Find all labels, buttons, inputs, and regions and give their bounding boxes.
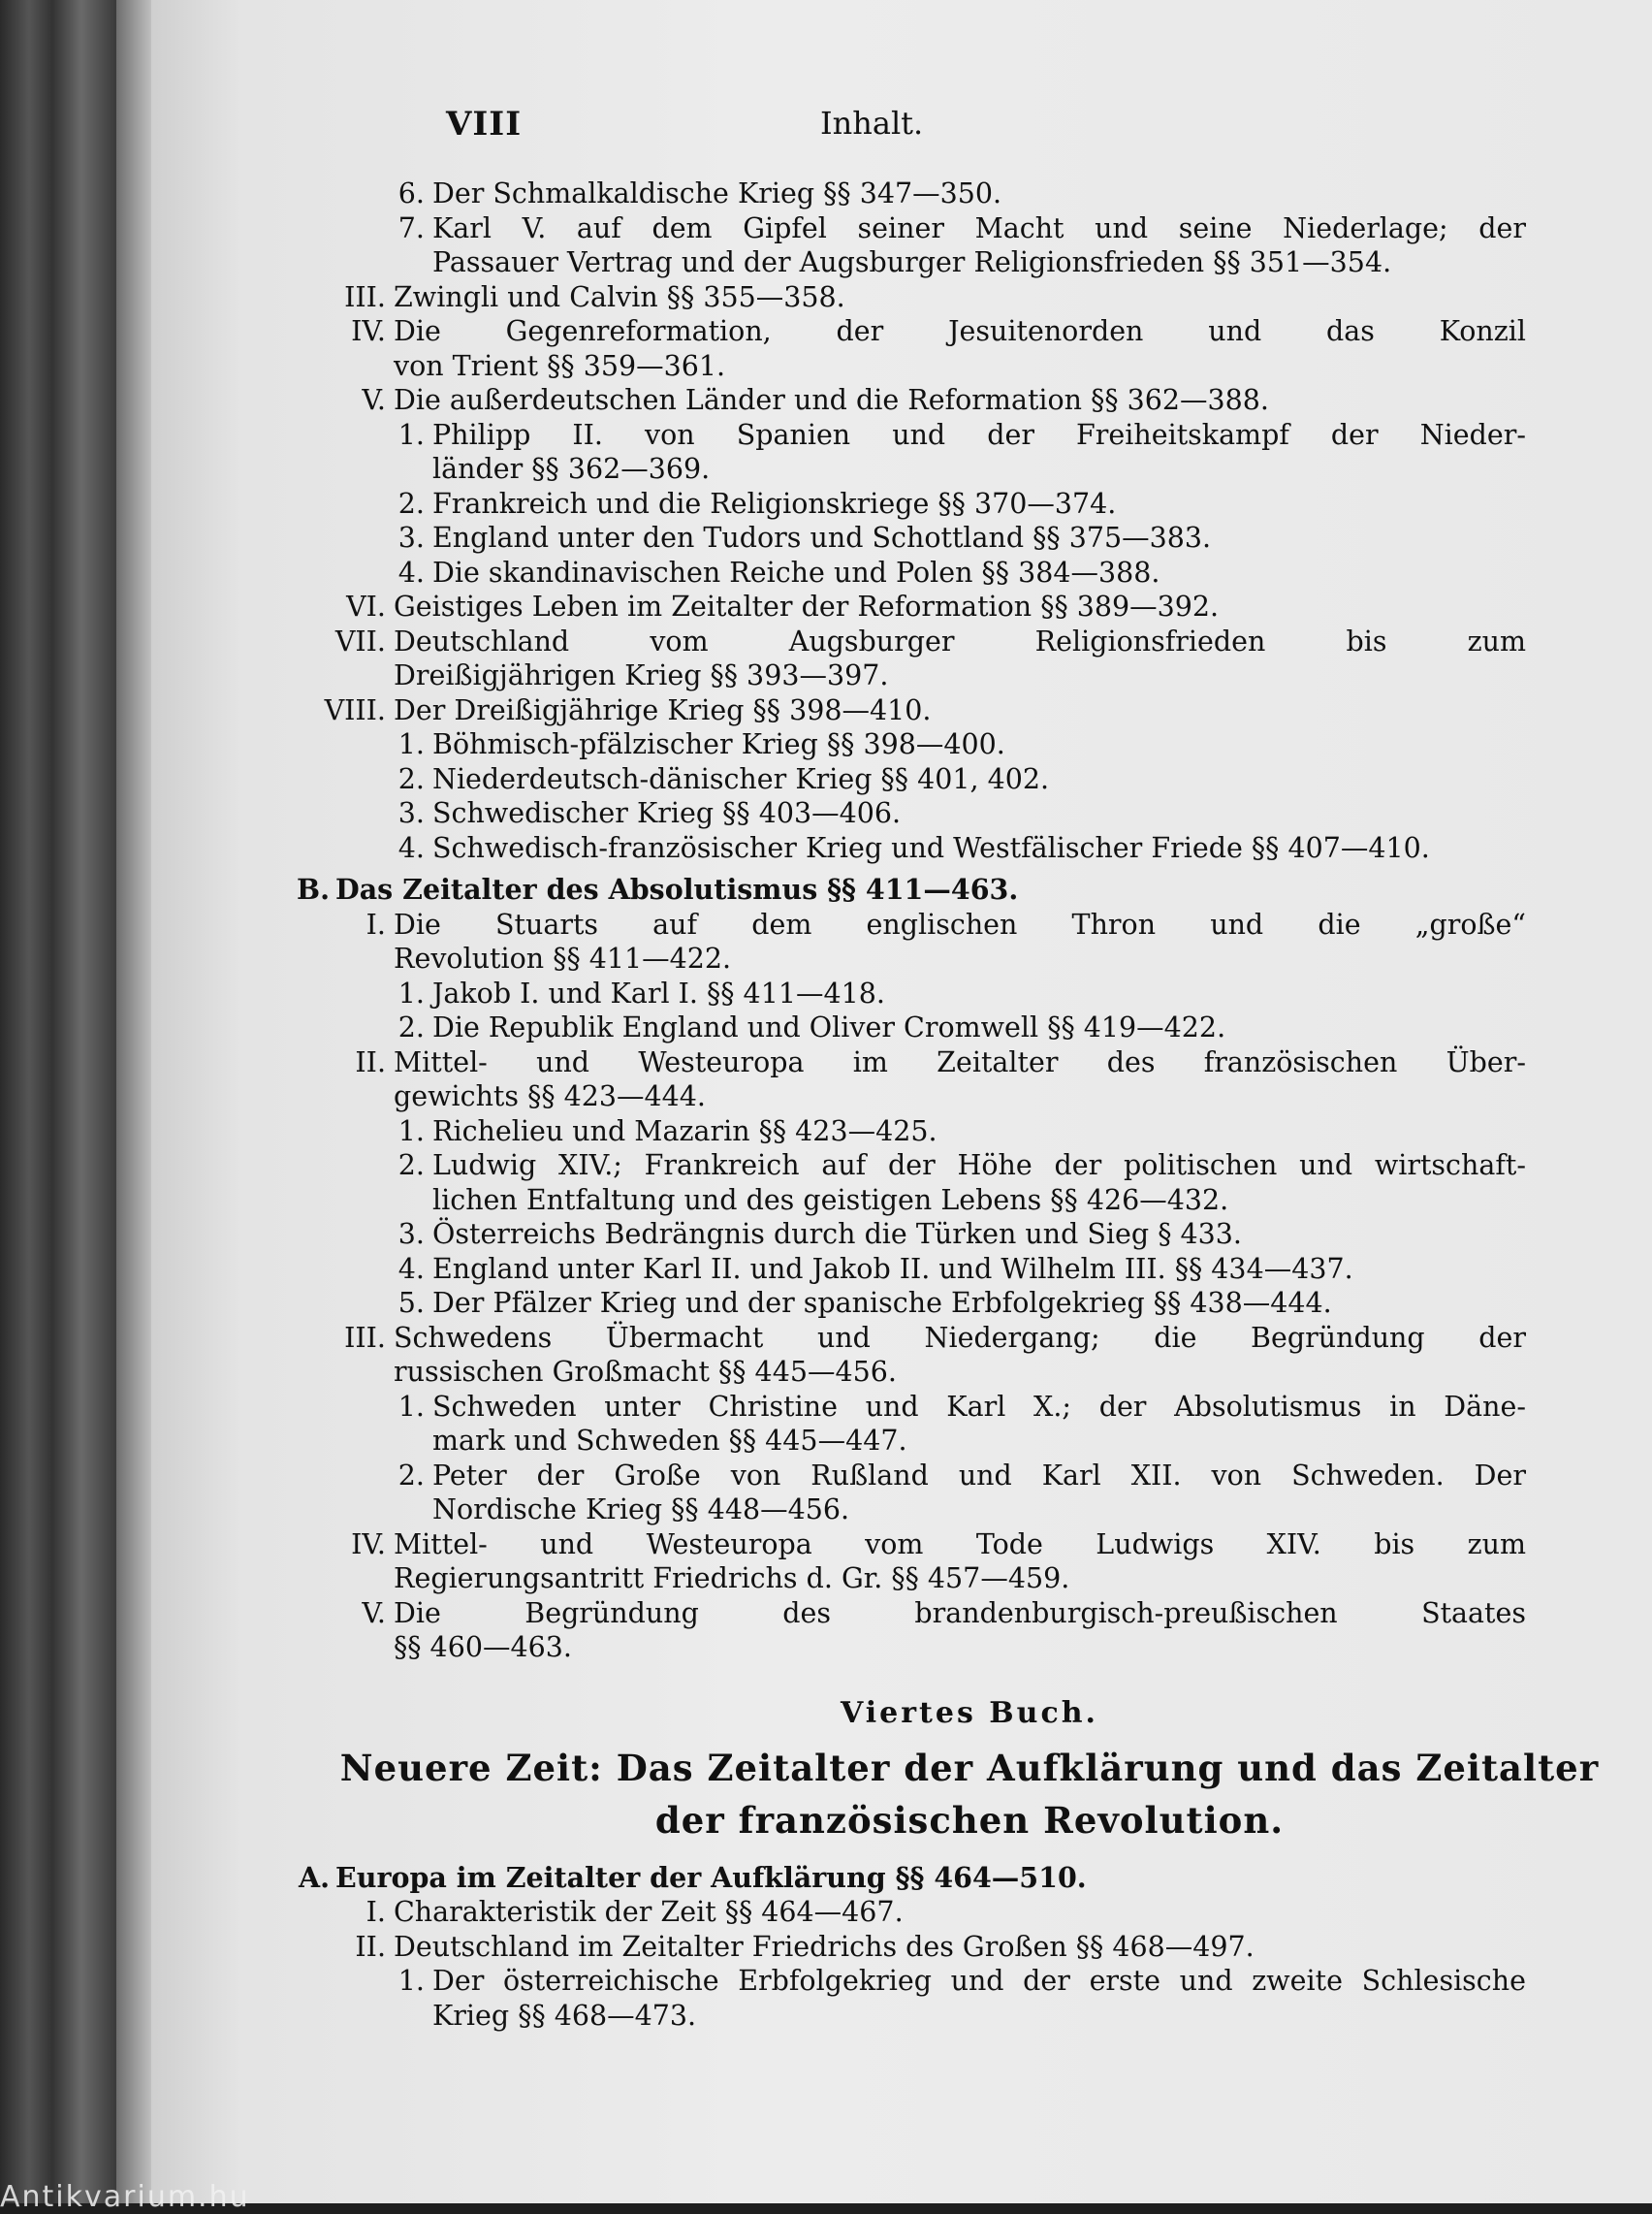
toc-row [151,658,1652,693]
toc-entry-number: V. [362,1596,386,1629]
running-head: Inhalt. [820,105,924,142]
toc-entry-number: 4. [397,556,425,589]
toc-entry-number: 1. [397,977,425,1010]
toc-entry-number: 2. [397,487,425,520]
toc-entry-text: gewichts §§ 423—444. [394,1080,706,1112]
toc-entry-text: länder §§ 362—369. [432,453,711,485]
toc-row [151,1895,1652,1930]
toc-entry-number: IV. [351,315,386,347]
toc-entry-text: Ludwig XIV.; Frankreich auf der Höhe der politischen und wirtschaft- [432,1149,1526,1181]
era-title-line-2: der französischen Revolution. [654,1798,1285,1842]
toc-entry-number: 1. [397,1965,425,1997]
toc-entry-text: Das Zeitalter des Absolutismus §§ 411—463. [335,873,1019,906]
toc-entry-text: Der Schmalkaldische Krieg §§ 347—350. [432,177,1002,209]
toc-entry-text: Geistiges Leben im Zeitalter der Reformation §§ 389—392. [394,591,1220,623]
toc-entry-text: Charakteristik der Zeit §§ 464—467. [394,1896,904,1928]
toc-row [151,1355,1652,1390]
toc-entry-number: B. [296,873,330,906]
toc-row [151,1630,1652,1665]
toc-entry-text: Dreißigjährigen Krieg §§ 393—397. [394,659,889,691]
toc-row [151,1964,1652,1999]
toc-row [151,418,1652,453]
toc-row [151,1183,1652,1218]
toc-row [151,245,1652,280]
toc-row [151,590,1652,625]
toc-row [151,727,1652,762]
toc-entry-text: Deutschland im Zeitalter Friedrichs des Großen §§ 468—497. [394,1930,1255,1963]
toc-entry-number: A. [298,1860,330,1894]
toc-entry-number: 1. [397,728,425,760]
book-title: Viertes Buch. [840,1695,1098,1730]
page-header [151,105,1652,153]
toc-row [151,452,1652,487]
era-title-line-1: Neuere Zeit: Das Zeitalter der Aufklärung und das Zeitalter [339,1746,1600,1789]
toc-row [151,831,1652,866]
toc-entry-text: Böhmisch-pfälzischer Krieg §§ 398—400. [432,728,1005,760]
toc-entry-text: Schwedens Übermacht und Niedergang; die Begründung der [394,1321,1526,1354]
toc-entry-number: 3. [397,1218,425,1250]
toc-row [151,314,1652,349]
toc-entry-text: Die außerdeutschen Länder und die Reformation §§ 362—388. [394,384,1269,416]
toc-entry-number: 6. [397,177,425,209]
toc-entry-text: Die Gegenreformation, der Jesuitenorden und das Konzil [394,315,1526,347]
toc-row [151,1286,1652,1321]
toc-entry-number: 4. [397,1252,425,1285]
toc-entry-number: 2. [397,762,425,795]
toc-row [151,873,1652,908]
toc-entry-number: IV. [351,1527,386,1560]
toc-entry-text: Regierungsantritt Friedrichs d. Gr. §§ 457—459. [394,1562,1070,1594]
toc-entry-text: Passauer Vertrag und der Augsburger Religionsfrieden §§ 351—354. [432,246,1392,278]
toc-entry-text: Der Pfälzer Krieg und der spanische Erbfolgekrieg §§ 438—444. [432,1287,1332,1319]
toc-entry-text: Die Stuarts auf dem englischen Thron und die „große“ [394,908,1526,941]
toc-entry-text: Frankreich und die Religionskriege §§ 370—374. [432,487,1117,520]
toc-entry-text: Mittel- und Westeuropa vom Tode Ludwigs XIV. bis zum [394,1527,1526,1560]
toc-entry-text: von Trient §§ 359—361. [394,349,726,382]
table-of-contents [151,176,1652,2033]
toc-entry-text: Krieg §§ 468—473. [432,1999,697,2032]
toc-entry-number: III. [344,280,386,313]
toc-row [151,1999,1652,2034]
toc-entry-number: VIII. [324,693,386,726]
binding-edge [116,0,151,2203]
toc-entry-text: Die skandinavischen Reiche und Polen §§ 384—388. [432,556,1160,589]
toc-entry-text: Die Republik England und Oliver Cromwell §§ 419—422. [432,1011,1226,1043]
toc-entry-text: Revolution §§ 411—422. [394,943,732,975]
toc-section-enlightenment [151,1861,1652,2034]
toc-entry-text: Zwingli und Calvin §§ 355—358. [394,280,845,313]
toc-row [151,1596,1652,1631]
toc-row [151,1930,1652,1965]
toc-entry-text: Schwedischer Krieg §§ 403—406. [432,797,902,829]
toc-row [151,1217,1652,1252]
toc-entry-number: II. [355,1045,386,1078]
toc-entry-text: England unter den Tudors und Schottland §§ 375—383. [432,522,1212,554]
toc-entry-text: Der Dreißigjährige Krieg §§ 398—410. [394,693,932,726]
toc-entry-text: Schwedisch-französischer Krieg und Westfälischer Friede §§ 407—410. [432,831,1430,864]
toc-row [151,383,1652,418]
toc-entry-number: 2. [397,1149,425,1181]
toc-entry-number: 3. [397,522,425,554]
toc-row [151,942,1652,977]
toc-row [151,487,1652,522]
toc-entry-text: Philipp II. von Spanien und der Freiheitskampf der Nieder- [432,418,1526,451]
toc-row [151,1424,1652,1459]
toc-row [151,1114,1652,1149]
toc-entry-text: Die Begründung des brandenburgisch-preußischen Staates [394,1596,1526,1629]
page-number: VIII [446,105,523,144]
toc-entry-text: Karl V. auf dem Gipfel seiner Macht und seine Niederlage; der [432,211,1526,244]
toc-entry-text: Jakob I. und Karl I. §§ 411—418. [432,977,885,1010]
toc-entry-text: lichen Entfaltung und des geistigen Lebens §§ 426—432. [432,1183,1229,1216]
toc-entry-text: Europa im Zeitalter der Aufklärung §§ 464—510. [335,1860,1087,1894]
toc-row [151,556,1652,591]
toc-entry-text: Richelieu und Mazarin §§ 423—425. [432,1114,937,1147]
toc-row [151,1527,1652,1562]
toc-entry-number: III. [344,1321,386,1354]
toc-entry-number: 1. [397,1390,425,1423]
toc-row [151,176,1652,211]
book-binding [0,0,116,2203]
toc-entry-text: Peter der Große von Rußland und Karl XII. von Schweden. Der [432,1459,1526,1492]
toc-row [151,796,1652,831]
toc-entry-text: Österreichs Bedrängnis durch die Türken und Sieg § 433. [432,1218,1242,1250]
toc-entry-text: russischen Großmacht §§ 445—456. [394,1356,897,1388]
toc-entry-number: 3. [397,797,425,829]
toc-entry-number: 7. [397,211,425,244]
watermark: Antikvarium.hu [0,2180,250,2214]
toc-entry-number: VI. [346,591,386,623]
toc-row [151,349,1652,384]
book-page [151,0,1652,2203]
toc-row [151,1321,1652,1356]
toc-entry-text: Schweden unter Christine und Karl X.; der Absolutismus in Däne- [432,1390,1526,1423]
toc-entry-text: §§ 460—463. [394,1631,572,1663]
toc-entry-number: 1. [397,418,425,451]
toc-row [151,280,1652,315]
toc-entry-text: Niederdeutsch-dänischer Krieg §§ 401, 402. [432,762,1050,795]
toc-entry-number: VII. [334,625,386,658]
toc-entry-number: 5. [397,1287,425,1319]
toc-row [151,1148,1652,1183]
toc-entry-text: England unter Karl II. und Jakob II. und Wilhelm III. §§ 434—437. [432,1252,1353,1285]
toc-row [151,1492,1652,1527]
toc-row [151,1459,1652,1493]
toc-entry-number: V. [362,384,386,416]
toc-entry-text: Der österreichische Erbfolgekrieg und der erste und zweite Schlesische [432,1965,1526,1997]
toc-row [151,1079,1652,1114]
toc-entry-text: Deutschland vom Augsburger Religionsfrieden bis zum [394,625,1526,658]
toc-row [151,625,1652,659]
toc-row [151,1252,1652,1287]
toc-entry-number: I. [365,908,386,941]
toc-row [151,1390,1652,1425]
toc-entry-number: 1. [397,1114,425,1147]
toc-entry-number: 2. [397,1459,425,1492]
toc-entry-text: mark und Schweden §§ 445—447. [432,1425,907,1457]
toc-row [151,1561,1652,1596]
toc-row [151,977,1652,1011]
toc-entry-text: Nordische Krieg §§ 448—456. [432,1493,850,1525]
toc-row [151,762,1652,797]
toc-row [151,211,1652,246]
toc-row [151,693,1652,728]
toc-entry-text: Mittel- und Westeuropa im Zeitalter des französischen Über- [394,1045,1526,1078]
toc-section-absolutism [151,176,1652,1665]
toc-row [151,521,1652,556]
toc-entry-number: II. [355,1930,386,1963]
toc-row [151,1045,1652,1080]
toc-entry-number: 2. [397,1011,425,1043]
toc-entry-number: I. [365,1896,386,1928]
toc-row [151,908,1652,943]
toc-entry-number: 4. [397,831,425,864]
toc-row [151,1011,1652,1045]
toc-row [151,1861,1652,1896]
